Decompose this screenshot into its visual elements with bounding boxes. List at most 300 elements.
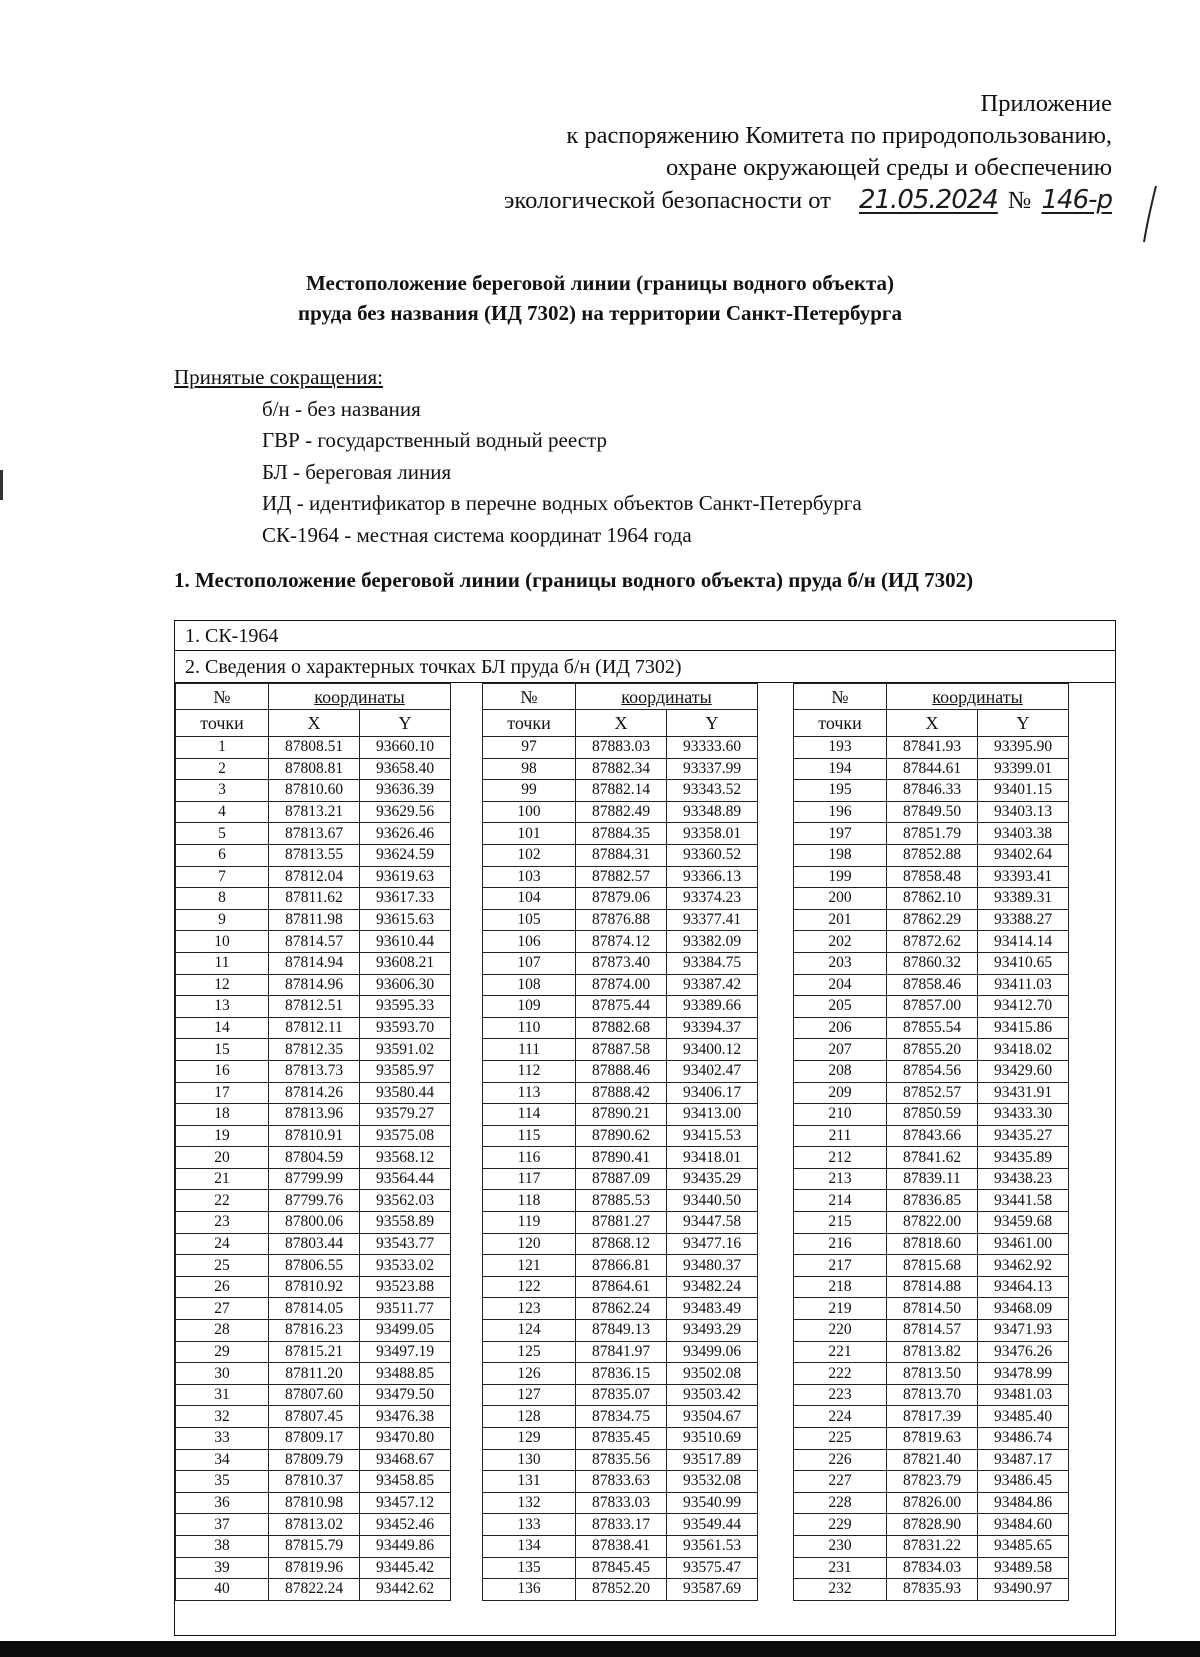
table-row (794, 823, 1069, 845)
point-number-cell: 114 (483, 1104, 576, 1126)
y-coordinate-cell: 93429.60 (978, 1060, 1069, 1082)
y-coordinate-cell: 93549.44 (667, 1514, 758, 1536)
table-row (794, 1492, 1069, 1514)
point-number-cell: 216 (794, 1233, 887, 1255)
table-row (794, 1190, 1069, 1212)
x-coordinate-cell: 87811.98 (269, 909, 360, 931)
x-coordinate-cell: 87882.34 (576, 758, 667, 780)
y-coordinate-cell: 93468.67 (360, 1449, 451, 1471)
y-coordinate-cell: 93504.67 (667, 1406, 758, 1428)
point-number-cell: 222 (794, 1363, 887, 1385)
point-number-cell: 38 (176, 1535, 269, 1557)
table-row (794, 996, 1069, 1018)
x-coordinate-cell: 87845.45 (576, 1557, 667, 1579)
x-coordinate-cell: 87813.67 (269, 823, 360, 845)
y-coordinate-cell: 93333.60 (667, 737, 758, 759)
x-coordinate-cell: 87879.06 (576, 888, 667, 910)
table-row (794, 1017, 1069, 1039)
table-row (483, 737, 758, 759)
header-y: Y (978, 710, 1069, 737)
x-coordinate-cell: 87862.29 (887, 909, 978, 931)
x-coordinate-cell: 87852.57 (887, 1082, 978, 1104)
abbreviation-item: БЛ - береговая линия (262, 459, 452, 484)
points-info-row: 2. Сведения о характерных точках БЛ пруда б/н (ИД 7302) (175, 651, 1115, 683)
header-y: Y (360, 710, 451, 737)
table-row (483, 1406, 758, 1428)
y-coordinate-cell: 93636.39 (360, 780, 451, 802)
table-row (483, 758, 758, 780)
y-coordinate-cell: 93412.70 (978, 996, 1069, 1018)
y-coordinate-cell: 93435.89 (978, 1147, 1069, 1169)
x-coordinate-cell: 87828.90 (887, 1514, 978, 1536)
point-number-cell: 100 (483, 801, 576, 823)
y-coordinate-cell: 93580.44 (360, 1082, 451, 1104)
header-y: Y (667, 710, 758, 737)
y-coordinate-cell: 93579.27 (360, 1104, 451, 1126)
point-number-cell: 30 (176, 1363, 269, 1385)
x-coordinate-cell: 87864.61 (576, 1276, 667, 1298)
point-number-cell: 22 (176, 1190, 269, 1212)
y-coordinate-cell: 93445.42 (360, 1557, 451, 1579)
y-coordinate-cell: 93360.52 (667, 844, 758, 866)
y-coordinate-cell: 93471.93 (978, 1320, 1069, 1342)
x-coordinate-cell: 87874.12 (576, 931, 667, 953)
x-coordinate-cell: 87814.88 (887, 1276, 978, 1298)
x-coordinate-cell: 87850.59 (887, 1104, 978, 1126)
y-coordinate-cell: 93435.29 (667, 1168, 758, 1190)
y-coordinate-cell: 93388.27 (978, 909, 1069, 931)
y-coordinate-cell: 93499.06 (667, 1341, 758, 1363)
table-row (176, 1428, 451, 1450)
table-row (483, 1341, 758, 1363)
table-row (176, 909, 451, 931)
table-row (483, 801, 758, 823)
y-coordinate-cell: 93414.14 (978, 931, 1069, 953)
table-row (176, 1298, 451, 1320)
point-number-cell: 28 (176, 1320, 269, 1342)
y-coordinate-cell: 93457.12 (360, 1492, 451, 1514)
x-coordinate-cell: 87799.99 (269, 1168, 360, 1190)
x-coordinate-cell: 87855.54 (887, 1017, 978, 1039)
y-coordinate-cell: 93486.45 (978, 1471, 1069, 1493)
table-row (794, 1406, 1069, 1428)
coordinate-system-row: 1. СК-1964 (175, 621, 1115, 651)
abbreviations-block (174, 362, 862, 551)
x-coordinate-cell: 87882.68 (576, 1017, 667, 1039)
table-row (176, 737, 451, 759)
table-row (176, 1384, 451, 1406)
y-coordinate-cell: 93564.44 (360, 1168, 451, 1190)
point-number-cell: 21 (176, 1168, 269, 1190)
order-date-row (392, 184, 1112, 217)
x-coordinate-cell: 87833.17 (576, 1514, 667, 1536)
point-number-cell: 109 (483, 996, 576, 1018)
x-coordinate-cell: 87811.62 (269, 888, 360, 910)
point-number-cell: 129 (483, 1428, 576, 1450)
point-number-cell: 223 (794, 1384, 887, 1406)
table-row (794, 1147, 1069, 1169)
y-coordinate-cell: 93401.15 (978, 780, 1069, 802)
y-coordinate-cell: 93470.80 (360, 1428, 451, 1450)
x-coordinate-cell: 87836.15 (576, 1363, 667, 1385)
order-line-2: охране окружающей среды и обеспечению (665, 154, 1112, 181)
point-number-cell: 227 (794, 1471, 887, 1493)
table-row (794, 1384, 1069, 1406)
point-number-cell: 107 (483, 952, 576, 974)
coordinates-subtable (175, 683, 451, 1601)
point-number-cell: 196 (794, 801, 887, 823)
x-coordinate-cell: 87887.58 (576, 1039, 667, 1061)
header-number: № (176, 684, 269, 710)
header-x: X (887, 710, 978, 737)
point-number-cell: 134 (483, 1535, 576, 1557)
point-number-cell: 120 (483, 1233, 576, 1255)
x-coordinate-cell: 87873.40 (576, 952, 667, 974)
y-coordinate-cell: 93433.30 (978, 1104, 1069, 1126)
point-number-cell: 131 (483, 1471, 576, 1493)
table-row (483, 1492, 758, 1514)
x-coordinate-cell: 87851.79 (887, 823, 978, 845)
x-coordinate-cell: 87813.21 (269, 801, 360, 823)
x-coordinate-cell: 87883.03 (576, 737, 667, 759)
table-row (794, 1535, 1069, 1557)
y-coordinate-cell: 93395.90 (978, 737, 1069, 759)
point-number-cell: 117 (483, 1168, 576, 1190)
point-number-cell: 130 (483, 1449, 576, 1471)
table-row (794, 1471, 1069, 1493)
point-number-cell: 13 (176, 996, 269, 1018)
y-coordinate-cell: 93517.89 (667, 1449, 758, 1471)
point-number-cell: 135 (483, 1557, 576, 1579)
point-number-cell: 208 (794, 1060, 887, 1082)
y-coordinate-cell: 93382.09 (667, 931, 758, 953)
x-coordinate-cell: 87808.81 (269, 758, 360, 780)
point-number-cell: 103 (483, 866, 576, 888)
table-row (794, 780, 1069, 802)
x-coordinate-cell: 87831.22 (887, 1535, 978, 1557)
x-coordinate-cell: 87803.44 (269, 1233, 360, 1255)
point-number-cell: 121 (483, 1255, 576, 1277)
x-coordinate-cell: 87885.53 (576, 1190, 667, 1212)
x-coordinate-cell: 87862.10 (887, 888, 978, 910)
header-number: № (483, 684, 576, 710)
header-x: X (576, 710, 667, 737)
point-number-cell: 132 (483, 1492, 576, 1514)
point-number-cell: 198 (794, 844, 887, 866)
point-number-cell: 33 (176, 1428, 269, 1450)
point-number-cell: 14 (176, 1017, 269, 1039)
y-coordinate-cell: 93510.69 (667, 1428, 758, 1450)
point-number-cell: 99 (483, 780, 576, 802)
y-coordinate-cell: 93400.12 (667, 1039, 758, 1061)
y-coordinate-cell: 93562.03 (360, 1190, 451, 1212)
y-coordinate-cell: 93490.97 (978, 1579, 1069, 1601)
x-coordinate-cell: 87809.17 (269, 1428, 360, 1450)
y-coordinate-cell: 93568.12 (360, 1147, 451, 1169)
point-number-cell: 224 (794, 1406, 887, 1428)
x-coordinate-cell: 87884.31 (576, 844, 667, 866)
table-row (483, 1233, 758, 1255)
point-number-cell: 15 (176, 1039, 269, 1061)
table-row (176, 1039, 451, 1061)
point-number-cell: 19 (176, 1125, 269, 1147)
y-coordinate-cell: 93624.59 (360, 844, 451, 866)
x-coordinate-cell: 87812.51 (269, 996, 360, 1018)
y-coordinate-cell: 93442.62 (360, 1579, 451, 1601)
abbreviation-item: ИД - идентификатор в перечне водных объектов Санкт-Петербурга (262, 491, 862, 515)
x-coordinate-cell: 87823.79 (887, 1471, 978, 1493)
section-title: 1. Местоположение береговой линии (границы водного объекта) пруда б/н (ИД 7302) (174, 568, 974, 592)
y-coordinate-cell: 93415.86 (978, 1017, 1069, 1039)
y-coordinate-cell: 93484.86 (978, 1492, 1069, 1514)
scan-bottom-edge (0, 1641, 1200, 1657)
y-coordinate-cell: 93487.17 (978, 1449, 1069, 1471)
y-coordinate-cell: 93503.42 (667, 1384, 758, 1406)
point-number-cell: 16 (176, 1060, 269, 1082)
table-row (176, 1406, 451, 1428)
x-coordinate-cell: 87858.48 (887, 866, 978, 888)
table-row (794, 1276, 1069, 1298)
x-coordinate-cell: 87843.66 (887, 1125, 978, 1147)
order-line-1: к распоряжению Комитета по природопользованию, (566, 122, 1112, 149)
table-row (176, 1233, 451, 1255)
x-coordinate-cell: 87835.45 (576, 1428, 667, 1450)
x-coordinate-cell: 87813.70 (887, 1384, 978, 1406)
point-number-cell: 123 (483, 1298, 576, 1320)
x-coordinate-cell: 87813.50 (887, 1363, 978, 1385)
table-row (794, 1168, 1069, 1190)
header-point: точки (483, 710, 576, 737)
table-row (483, 866, 758, 888)
point-number-cell: 3 (176, 780, 269, 802)
y-coordinate-cell: 93499.05 (360, 1320, 451, 1342)
x-coordinate-cell: 87816.23 (269, 1320, 360, 1342)
table-row (176, 1535, 451, 1557)
point-number-cell: 35 (176, 1471, 269, 1493)
point-number-cell: 221 (794, 1341, 887, 1363)
x-coordinate-cell: 87822.24 (269, 1579, 360, 1601)
x-coordinate-cell: 87812.35 (269, 1039, 360, 1061)
appendix-header (392, 88, 1112, 217)
y-coordinate-cell: 93374.23 (667, 888, 758, 910)
table-row (176, 1514, 451, 1536)
y-coordinate-cell: 93403.13 (978, 801, 1069, 823)
point-number-cell: 10 (176, 931, 269, 953)
y-coordinate-cell: 93575.08 (360, 1125, 451, 1147)
table-row (794, 1233, 1069, 1255)
header-point: точки (794, 710, 887, 737)
x-coordinate-cell: 87818.60 (887, 1233, 978, 1255)
table-row (794, 1428, 1069, 1450)
y-coordinate-cell: 93481.03 (978, 1384, 1069, 1406)
point-number-cell: 24 (176, 1233, 269, 1255)
x-coordinate-cell: 87838.41 (576, 1535, 667, 1557)
y-coordinate-cell: 93485.40 (978, 1406, 1069, 1428)
y-coordinate-cell: 93411.03 (978, 974, 1069, 996)
x-coordinate-cell: 87817.39 (887, 1406, 978, 1428)
point-number-cell: 202 (794, 931, 887, 953)
point-number-cell: 20 (176, 1147, 269, 1169)
header-coordinates: координаты (887, 684, 1069, 710)
x-coordinate-cell: 87833.03 (576, 1492, 667, 1514)
header-x: X (269, 710, 360, 737)
table-row (794, 931, 1069, 953)
x-coordinate-cell: 87800.06 (269, 1212, 360, 1234)
header-coordinates: координаты (576, 684, 758, 710)
x-coordinate-cell: 87808.51 (269, 737, 360, 759)
point-number-cell: 215 (794, 1212, 887, 1234)
point-number-cell: 124 (483, 1320, 576, 1342)
point-number-cell: 230 (794, 1535, 887, 1557)
y-coordinate-cell: 93384.75 (667, 952, 758, 974)
point-number-cell: 108 (483, 974, 576, 996)
point-number-cell: 11 (176, 952, 269, 974)
x-coordinate-cell: 87835.07 (576, 1384, 667, 1406)
x-coordinate-cell: 87846.33 (887, 780, 978, 802)
point-number-cell: 199 (794, 866, 887, 888)
table-row (483, 1298, 758, 1320)
y-coordinate-cell: 93441.58 (978, 1190, 1069, 1212)
point-number-cell: 197 (794, 823, 887, 845)
point-number-cell: 97 (483, 737, 576, 759)
x-coordinate-cell: 87819.63 (887, 1428, 978, 1450)
y-coordinate-cell: 93485.65 (978, 1535, 1069, 1557)
point-number-cell: 119 (483, 1212, 576, 1234)
x-coordinate-cell: 87814.05 (269, 1298, 360, 1320)
x-coordinate-cell: 87813.02 (269, 1514, 360, 1536)
table-row (483, 1363, 758, 1385)
point-number-cell: 203 (794, 952, 887, 974)
table-row (483, 974, 758, 996)
y-coordinate-cell: 93493.29 (667, 1320, 758, 1342)
y-coordinate-cell: 93558.89 (360, 1212, 451, 1234)
x-coordinate-cell: 87815.79 (269, 1535, 360, 1557)
table-row (483, 1039, 758, 1061)
point-number-cell: 112 (483, 1060, 576, 1082)
x-coordinate-cell: 87835.93 (887, 1579, 978, 1601)
table-row (483, 952, 758, 974)
table-row (176, 1579, 451, 1601)
table-row (483, 1276, 758, 1298)
x-coordinate-cell: 87862.24 (576, 1298, 667, 1320)
point-number-cell: 231 (794, 1557, 887, 1579)
table-row (483, 1255, 758, 1277)
y-coordinate-cell: 93660.10 (360, 737, 451, 759)
point-number-cell: 110 (483, 1017, 576, 1039)
y-coordinate-cell: 93480.37 (667, 1255, 758, 1277)
table-row (483, 996, 758, 1018)
point-number-cell: 116 (483, 1147, 576, 1169)
point-number-cell: 17 (176, 1082, 269, 1104)
table-row (794, 888, 1069, 910)
table-row (794, 737, 1069, 759)
title-line-2: пруда без названия (ИД 7302) на территории Санкт-Петербурга (298, 301, 902, 325)
handwritten-stroke-icon (1126, 182, 1172, 246)
point-number-cell: 232 (794, 1579, 887, 1601)
y-coordinate-cell: 93543.77 (360, 1233, 451, 1255)
table-row (794, 1255, 1069, 1277)
point-number-cell: 193 (794, 737, 887, 759)
point-number-cell: 12 (176, 974, 269, 996)
y-coordinate-cell: 93482.24 (667, 1276, 758, 1298)
table-row (794, 1341, 1069, 1363)
table-row (794, 801, 1069, 823)
point-number-cell: 5 (176, 823, 269, 845)
y-coordinate-cell: 93402.47 (667, 1060, 758, 1082)
table-row (794, 1212, 1069, 1234)
x-coordinate-cell: 87890.62 (576, 1125, 667, 1147)
table-row (176, 1168, 451, 1190)
point-number-cell: 105 (483, 909, 576, 931)
table-row (176, 931, 451, 953)
table-row (176, 1017, 451, 1039)
point-number-cell: 31 (176, 1384, 269, 1406)
x-coordinate-cell: 87814.94 (269, 952, 360, 974)
x-coordinate-cell: 87866.81 (576, 1255, 667, 1277)
x-coordinate-cell: 87806.55 (269, 1255, 360, 1277)
x-coordinate-cell: 87815.68 (887, 1255, 978, 1277)
y-coordinate-cell: 93497.19 (360, 1341, 451, 1363)
y-coordinate-cell: 93587.69 (667, 1579, 758, 1601)
point-number-cell: 1 (176, 737, 269, 759)
y-coordinate-cell: 93366.13 (667, 866, 758, 888)
point-number-cell: 209 (794, 1082, 887, 1104)
point-number-cell: 32 (176, 1406, 269, 1428)
x-coordinate-cell: 87890.41 (576, 1147, 667, 1169)
y-coordinate-cell: 93402.64 (978, 844, 1069, 866)
table-row (176, 952, 451, 974)
point-number-cell: 200 (794, 888, 887, 910)
table-row (176, 1125, 451, 1147)
x-coordinate-cell: 87813.55 (269, 844, 360, 866)
table-row (483, 1384, 758, 1406)
point-number-cell: 7 (176, 866, 269, 888)
x-coordinate-cell: 87858.46 (887, 974, 978, 996)
point-number-cell: 194 (794, 758, 887, 780)
table-row (176, 974, 451, 996)
x-coordinate-cell: 87815.21 (269, 1341, 360, 1363)
point-number-cell: 220 (794, 1320, 887, 1342)
y-coordinate-cell: 93483.49 (667, 1298, 758, 1320)
y-coordinate-cell: 93561.53 (667, 1535, 758, 1557)
table-row (176, 888, 451, 910)
point-number-cell: 122 (483, 1276, 576, 1298)
point-number-cell: 218 (794, 1276, 887, 1298)
point-number-cell: 205 (794, 996, 887, 1018)
x-coordinate-cell: 87814.96 (269, 974, 360, 996)
point-number-cell: 102 (483, 844, 576, 866)
table-row (176, 1449, 451, 1471)
y-coordinate-cell: 93617.33 (360, 888, 451, 910)
point-number-cell: 115 (483, 1125, 576, 1147)
table-row (483, 1471, 758, 1493)
y-coordinate-cell: 93591.02 (360, 1039, 451, 1061)
table-row (794, 1557, 1069, 1579)
table-row (176, 1492, 451, 1514)
y-coordinate-cell: 93403.38 (978, 823, 1069, 845)
x-coordinate-cell: 87890.21 (576, 1104, 667, 1126)
y-coordinate-cell: 93464.13 (978, 1276, 1069, 1298)
point-number-cell: 39 (176, 1557, 269, 1579)
point-number-cell: 6 (176, 844, 269, 866)
table-row (483, 1212, 758, 1234)
x-coordinate-cell: 87810.98 (269, 1492, 360, 1514)
y-coordinate-cell: 93585.97 (360, 1060, 451, 1082)
table-row (483, 1190, 758, 1212)
point-number-cell: 125 (483, 1341, 576, 1363)
point-number-cell: 213 (794, 1168, 887, 1190)
table-row (794, 1125, 1069, 1147)
